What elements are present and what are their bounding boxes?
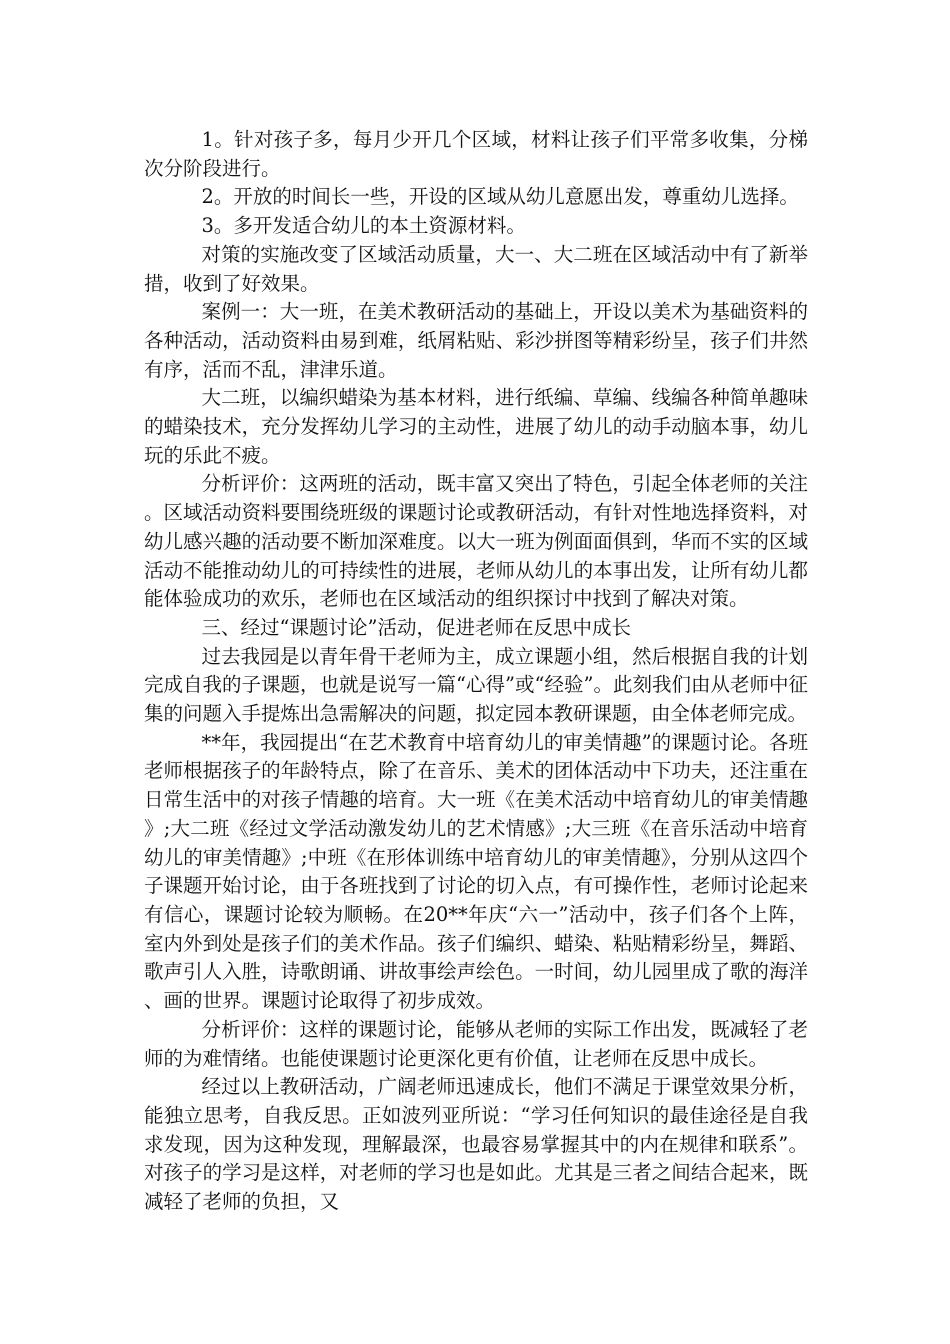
document-body [144,126,808,1217]
paragraph-strategy-3: 3。多开发适合幼儿的本土资源材料。 [201,214,526,238]
section-heading-three: 三、经过“课题讨论”活动，促进老师在反思中成长 [201,615,631,639]
paragraph-analysis-two: 分析评价：这样的课题讨论，能够从老师的实际工作出发，既减轻了老师的为难情绪。也能使课题讨论更深化更有价值，让老师在反思中成长。 [144,1017,808,1070]
paragraph-research-topic: **年，我园提出“在艺术教育中培育幼儿的审美情趣”的课题讨论。各班老师根据孩子的年龄特点，除了在音乐、美术的团体活动中下功夫，还注重在日常生活中的对孩子情趣的培育。大一班《在美术活动中培育幼儿的审美情趣》;大二班《经过文学活动激发幼儿的艺术情感》;大三班《在音乐活动中培育幼儿的审美情趣》;中班《在形体训练中培育幼儿的审美情趣》，分别从这四个子课题开始讨论，由于各班找到了讨论的切入点，有可操作性，老师讨论起来有信心，课题讨论较为顺畅。在20**年庆“六一”活动中，孩子们各个上阵，室内外到处是孩子们的美术作品。孩子们编织、蜡染、粘贴精彩纷呈，舞蹈、歌声引人入胜，诗歌朗诵、讲故事绘声绘色。一时间，幼儿园里成了歌的海洋、画的世界。课题讨论取得了初步成效。 [144,730,808,1013]
paragraph-case-one: 案例一：大一班，在美术教研活动的基础上，开设以美术为基础资料的各种活动，活动资料由易到难，纸屑粘贴、彩沙拼图等精彩纷呈，孩子们井然有序，活而不乱，津津乐道。 [144,300,808,381]
paragraph-conclusion: 经过以上教研活动，广阔老师迅速成长，他们不满足于课堂效果分析，能独立思考，自我反思。正如波列亚所说：“学习任何知识的最佳途径是自我求发现，因为这种发现，理解最深，也最容易掌握其中的内在规律和联系”。对孩子的学习是这样，对老师的学习也是如此。尤其是三者之间结合起来，既减轻了老师的负担，又 [144,1075,808,1214]
paragraph-class-two: 大二班，以编织蜡染为基本材料，进行纸编、草编、线编各种简单趣味的蜡染技术，充分发挥幼儿学习的主动性，进展了幼儿的动手动脑本事，幼儿玩的乐此不疲。 [144,386,808,467]
paragraph-past-practice: 过去我园是以青年骨干老师为主，成立课题小组，然后根据自我的计划完成自我的子课题，也就是说写一篇“心得”或“经验”。此刻我们由从老师中征集的问题入手提炼出急需解决的问题，拟定园本教研课题，由全体老师完成。 [144,644,808,726]
paragraph-strategy-1: 1。针对孩子多，每月少开几个区域，材料让孩子们平常多收集，分梯次分阶段进行。 [144,128,808,180]
paragraph-strategy-2: 2。开放的时间长一些，开设的区域从幼儿意愿出发，尊重幼儿选择。 [201,185,799,209]
paragraph-strategy-result: 对策的实施改变了区域活动质量，大一、大二班在区域活动中有了新举措，收到了好效果。 [144,242,808,295]
paragraph-analysis-one: 分析评价：这两班的活动，既丰富又突出了特色，引起全体老师的关注。区域活动资料要围绕班级的课题讨论或教研活动，有针对性地选择资料，对幼儿感兴趣的活动要不断加深难度。以大一班为例面面俱到，华而不实的区域活动不能推动幼儿的可持续性的进展，老师从幼儿的本事出发，让所有幼儿都能体验成功的欢乐，老师也在区域活动的组织探讨中找到了解决对策。 [144,472,808,611]
